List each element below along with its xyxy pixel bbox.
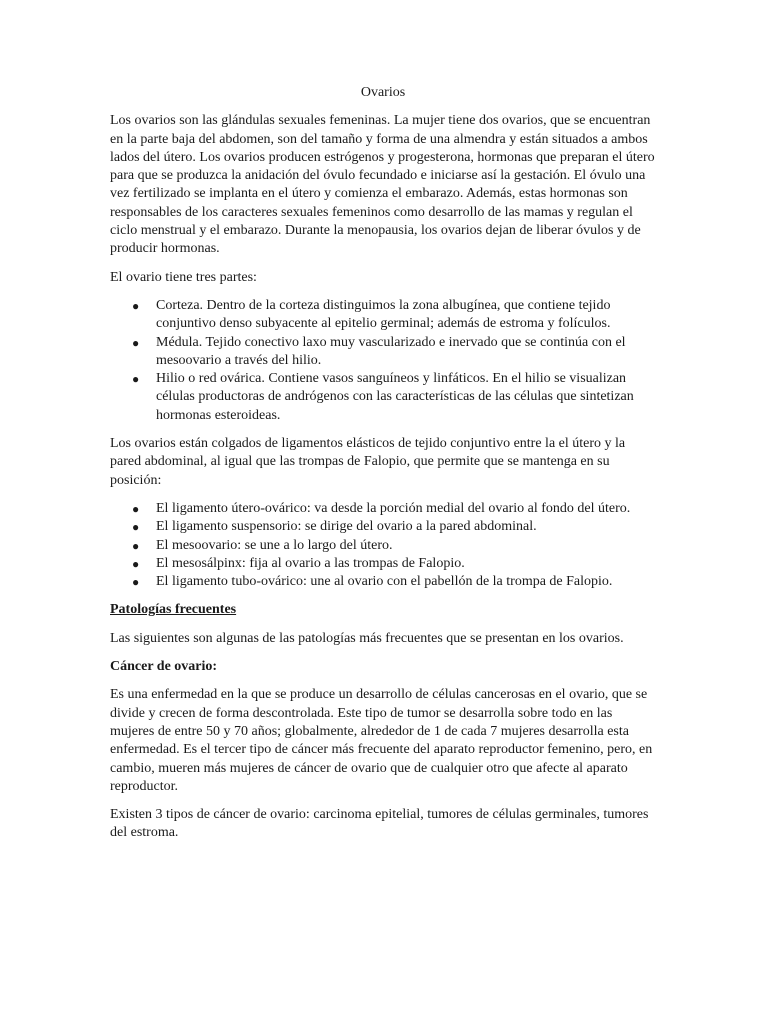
list-item bbox=[132, 334, 656, 371]
bullet-icon: ● bbox=[132, 520, 140, 535]
list-item bbox=[132, 297, 656, 334]
list-item bbox=[132, 555, 656, 573]
list-item bbox=[132, 537, 656, 555]
bullet-icon: ● bbox=[132, 575, 140, 590]
list-item-text: El ligamento suspensorio: se dirige del ovario a la pared abdominal. bbox=[156, 519, 537, 535]
list-item-text: Hilio o red ovárica. Contiene vasos sanguíneos y linfáticos. En el hilio se visualizan células productoras de andrógenos con las características de las células que sintetizan hormonas esteroideas. bbox=[156, 371, 634, 423]
intro-paragraph: Los ovarios son las glándulas sexuales femeninas. La mujer tiene dos ovarios, que se encuentran en la parte baja del abdomen, son del tamaño y forma de una almendra y están situados a ambos lados del útero. Los ovarios producen estrógenos y progesterona, hormonas que preparan el útero para que se produzca la anidación del óvulo fecundado e iniciarse así la gestación. El óvulo una vez fertilizado se implanta en el útero y comienza el embarazo. Además, estas hormonas son responsables de los caracteres sexuales femeninos como desarrollo de las mamas y regulan el ciclo menstrual y el embarazo. Durante la menopausia, los ovarios dejan de liberar óvulos y de producir hormonas. bbox=[110, 113, 655, 257]
bullet-icon: ● bbox=[132, 372, 140, 387]
list-item bbox=[132, 500, 656, 518]
document-page bbox=[110, 84, 656, 853]
pathologies-heading: Patologías frecuentes bbox=[110, 602, 237, 618]
ovary-parts-list bbox=[110, 297, 656, 425]
list-item bbox=[132, 370, 656, 425]
bullet-icon: ● bbox=[132, 298, 140, 313]
list-item-text: Corteza. Dentro de la corteza distinguimos la zona albugínea, que contiene tejido conjuntivo denso subyacente al epitelio germinal; además de estroma y folículos. bbox=[156, 297, 611, 332]
ligaments-intro-paragraph: Los ovarios están colgados de ligamentos elásticos de tejido conjuntivo entre la el útero y la pared abdominal, al igual que las trompas de Falopio, que permite que se mantenga en su posición: bbox=[110, 436, 626, 488]
cancer-paragraph: Es una enfermedad en la que se produce un desarrollo de células cancerosas en el ovario, que se divide y crecen de forma descontrolada. Este tipo de tumor se desarrolla sobre todo en las mujeres de entre 50 y 70 años; globalmente, alrededor de 1 de cada 7 mujeres desarrolla esta enfermedad. Es el tercer tipo de cáncer más frecuente del aparato reproductor femenino, pero, en cambio, mueren más mujeres de cáncer de ovario que de cualquier otro que afecte al aparato reproductor. bbox=[110, 687, 653, 794]
ligaments-list bbox=[110, 500, 656, 591]
bullet-icon: ● bbox=[132, 538, 140, 553]
bullet-icon: ● bbox=[132, 501, 140, 516]
cancer-heading: Cáncer de ovario: bbox=[110, 659, 218, 675]
list-item-text: El mesosálpinx: fija al ovario a las trompas de Falopio. bbox=[156, 555, 465, 571]
parts-intro-paragraph: El ovario tiene tres partes: bbox=[110, 269, 257, 285]
document-title: Ovarios bbox=[360, 85, 406, 100]
bullet-icon: ● bbox=[132, 556, 140, 571]
list-item-text: El ligamento tubo-ovárico: une al ovario con el pabellón de la trompa de Falopio. bbox=[156, 574, 613, 590]
list-item bbox=[132, 573, 656, 591]
list-item-text: El ligamento útero-ovárico: va desde la porción medial del ovario al fondo del útero. bbox=[156, 500, 631, 516]
bullet-icon: ● bbox=[132, 335, 140, 350]
list-item bbox=[132, 518, 656, 536]
list-item-text: Médula. Tejido conectivo laxo muy vascularizado e inervado que se continúa con el mesoovario a través del hilio. bbox=[156, 334, 626, 368]
pathologies-intro-paragraph: Las siguientes son algunas de las patologías más frecuentes que se presentan en los ovarios. bbox=[110, 630, 624, 646]
list-item-text: El mesoovario: se une a lo largo del útero. bbox=[156, 537, 393, 553]
cancer-types-paragraph: Existen 3 tipos de cáncer de ovario: carcinoma epitelial, tumores de células germinales, tumores del estroma. bbox=[110, 807, 649, 841]
